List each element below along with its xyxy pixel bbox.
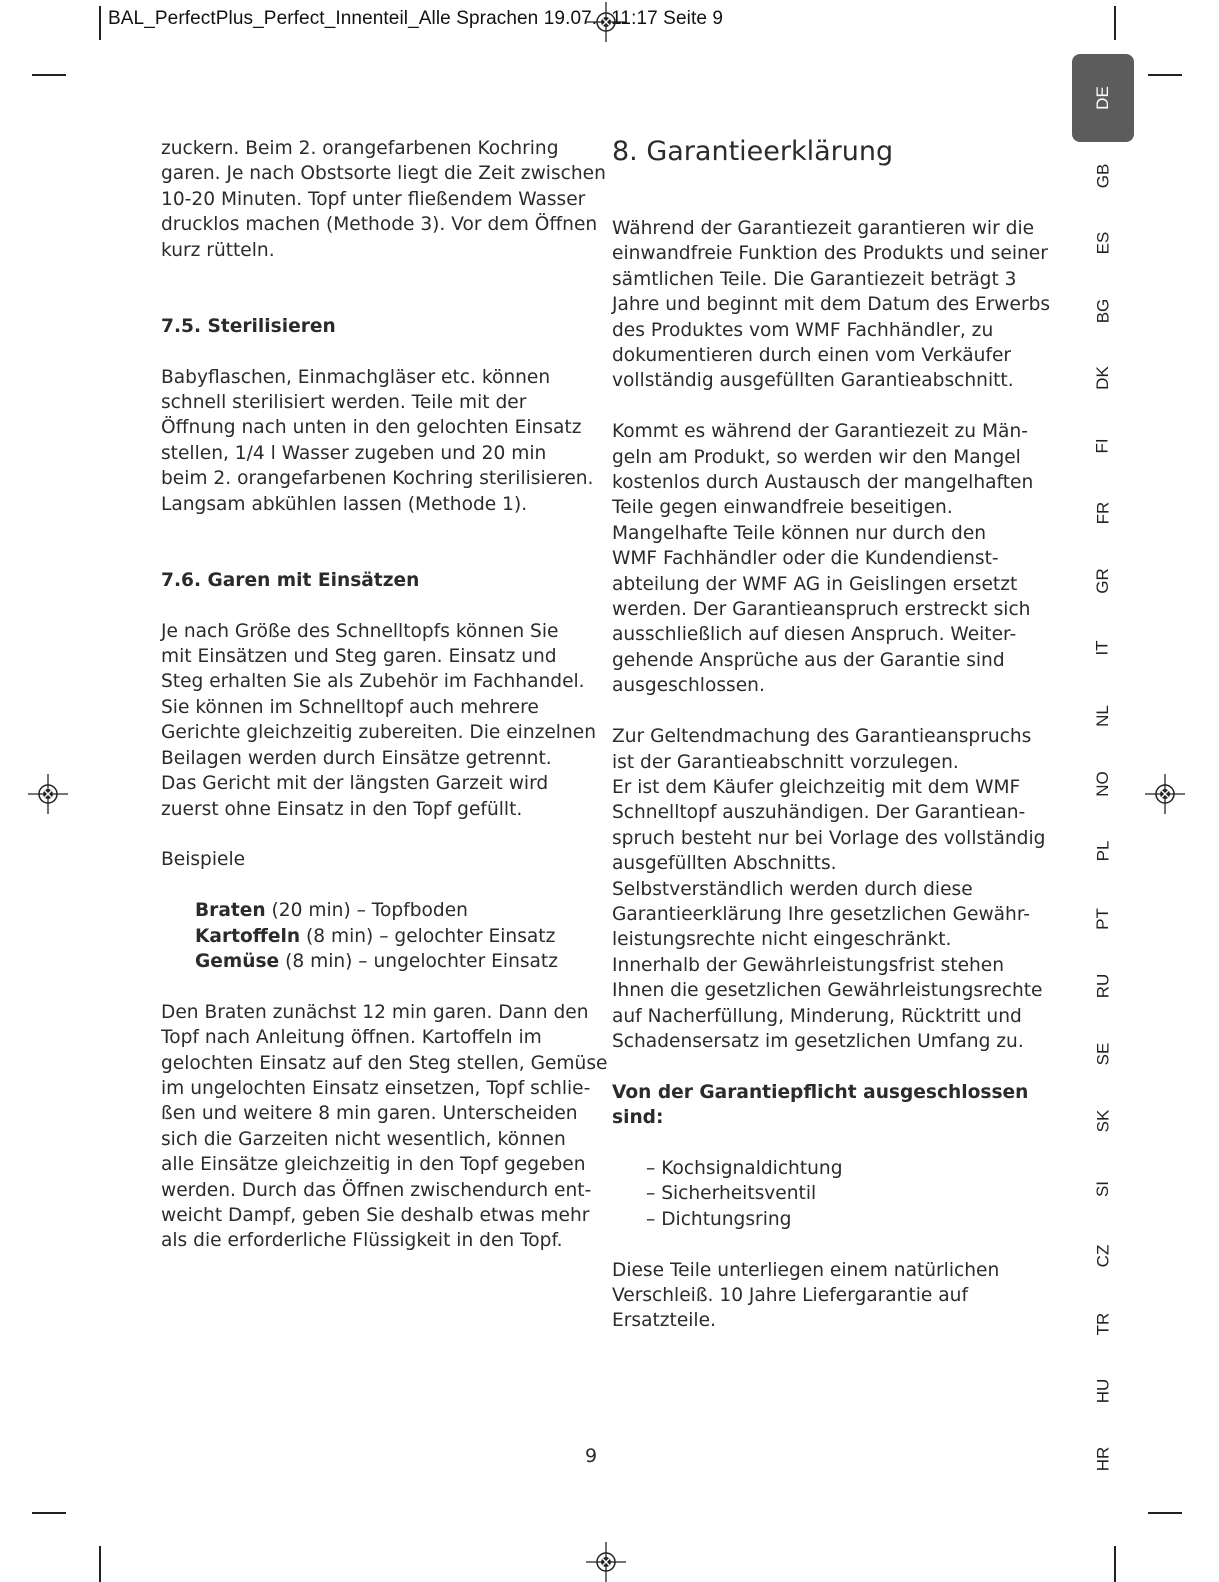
- slug-left: BAL_PerfectPlus_Perfect_Innenteil_Alle Sprachen 19.07.: [108, 8, 598, 29]
- tab-se[interactable]: SE: [1093, 1042, 1112, 1066]
- garantie-paragraph-2: Kommt es während der Garantiezeit zu Män- geln am Produkt, so werden wir den Mangel kostenlos durch Austausch der mangelhaften Teile gegen einwandfreie beseitigen. Mangelhafte Teile können nur durch den WMF Fachhändler oder die Kundendienst- abteilung der WMF AG in Geislingen ersetzt werden. Der Garantieanspruch erstreckt sich ausschließlich auf diesen Anspruch. Weiter- gehende Ansprüche aus der Garantie sind ausgeschlossen.: [612, 421, 1034, 697]
- tab-ru[interactable]: RU: [1093, 973, 1112, 999]
- tab-fi[interactable]: FI: [1092, 438, 1112, 454]
- tab-bg[interactable]: BG: [1093, 298, 1112, 324]
- registration-mark-icon: [1145, 774, 1185, 814]
- slug-right: 11:17 Seite 9: [611, 8, 724, 29]
- tab-sk[interactable]: SK: [1093, 1109, 1112, 1133]
- closing-paragraph: Diese Teile unterliegen einem natürlichen Verschleiß. 10 Jahre Liefergarantie auf Ersatzteile.: [612, 1259, 1000, 1332]
- procedure-paragraph: Den Braten zunächst 12 min garen. Dann den Topf nach Anleitung öffnen. Kartoffeln im gelochten Einsatz auf den Steg stellen, Gemüse im ungelochten Einsatz einsetzen, Topf schlie- ßen und weitere 8 min garen. Unterscheiden sich die Garzeiten nicht wesentlich, können alle Einsätze gleichzeitig in den Topf gegeben werden. Durch das Öffnen zwischendurch ent- weicht Dampf, geben Sie deshalb etwas mehr als die erforderliche Flüssigkeit in den Topf.: [161, 1001, 608, 1252]
- sterilisieren-paragraph: Babyflaschen, Einmachgläser etc. können schnell sterilisiert werden. Teile mit der Öffnung nach unten in den gelochten Einsatz stellen, 1/4 l Wasser zugeben und 20 min beim 2. orangefarbenen Kochring sterilisieren. Langsam abkühlen lassen (Methode 1).: [161, 366, 594, 515]
- tab-de[interactable]: DE: [1072, 54, 1134, 142]
- tab-si[interactable]: SI: [1093, 1180, 1112, 1198]
- tab-fr[interactable]: FR: [1092, 501, 1112, 525]
- tab-es[interactable]: ES: [1093, 231, 1112, 255]
- list-item: – Kochsignaldichtung: [646, 1157, 843, 1179]
- tab-gr[interactable]: GR: [1093, 568, 1112, 594]
- example-item: Braten (20 min) – Topfboden: [195, 900, 468, 922]
- example-item: Kartoffeln (8 min) – gelochter Einsatz: [195, 925, 556, 947]
- registration-mark-icon: [586, 1542, 626, 1582]
- excluded-heading: Von der Garantiepflicht ausgeschlossen sind:: [612, 1081, 1029, 1129]
- tab-gb[interactable]: GB: [1093, 163, 1112, 189]
- tab-nl[interactable]: NL: [1092, 705, 1112, 727]
- print-slug: [108, 8, 723, 30]
- crop-mark: [32, 1512, 66, 1514]
- tab-it[interactable]: IT: [1092, 640, 1112, 656]
- list-item: – Sicherheitsventil: [646, 1183, 817, 1205]
- crop-mark: [32, 74, 66, 76]
- section-title-garantie: 8. Garantieerklärung: [612, 136, 894, 167]
- crop-mark: [99, 6, 101, 40]
- registration-mark-icon: [28, 774, 68, 814]
- examples-list: [161, 898, 591, 974]
- crop-mark: [1114, 1546, 1116, 1582]
- crop-mark: [1148, 74, 1182, 76]
- section-heading-garen-mit-einsaetzen: 7.6. Garen mit Einsätzen: [161, 569, 420, 591]
- garantie-paragraph-1: Während der Garantiezeit garantieren wir die einwandfreie Funktion des Produkts und seiner sämtlichen Teile. Die Garantiezeit beträgt 3 Jahre und beginnt mit dem Datum des Erwerbs des Produktes vom WMF Fachhändler, zu dokumentieren durch einen vom Verkäufer vollständig ausgefüllten Garantieabschnitt.: [612, 218, 1051, 392]
- tab-hu[interactable]: HU: [1093, 1378, 1112, 1404]
- garantie-paragraph-3: Zur Geltendmachung des Garantieanspruchs ist der Garantieabschnitt vorzulegen. Er ist dem Käufer gleichzeitig mit dem WMF Schnelltopf auszuhändigen. Der Garantiean- spruch besteht nur bei Vorlage des vollständig ausgefüllten Abschnitts. Selbstverständlich werden durch diese Garantieerklärung Ihre gesetzlichen Gewähr- leistungsrechte nicht eingeschränkt. Innerhalb der Gewährleistungsfrist stehen Ihnen die gesetzlichen Gewährleistungsrechte auf Nacherfüllung, Minderung, Rücktritt und Schadensersatz im gesetzlichen Umfang zu.: [612, 726, 1046, 1052]
- example-item: Gemüse (8 min) – ungelochter Einsatz: [195, 950, 558, 972]
- tab-cz[interactable]: CZ: [1092, 1244, 1112, 1268]
- crop-mark: [99, 1546, 101, 1582]
- left-column: [161, 136, 608, 1254]
- section-heading-sterilisieren: 7.5. Sterilisieren: [161, 315, 336, 337]
- page-number: 9: [585, 1445, 598, 1467]
- tab-pt[interactable]: PT: [1092, 908, 1112, 930]
- excluded-list: [612, 1156, 1032, 1232]
- tab-tr[interactable]: TR: [1092, 1312, 1112, 1336]
- tab-hr[interactable]: HR: [1093, 1446, 1112, 1472]
- tab-dk[interactable]: DK: [1093, 366, 1112, 390]
- registration-mark-icon: [586, 2, 626, 42]
- intro-paragraph: zuckern. Beim 2. orangefarbenen Kochring garen. Je nach Obstsorte liegt die Zeit zwischen 10-20 Minuten. Topf unter fließendem Wasser drucklos machen (Methode 3). Vor dem Öffnen kurz rütteln.: [161, 138, 606, 261]
- crop-mark: [1148, 1512, 1182, 1514]
- crop-mark: [1114, 6, 1116, 40]
- list-item: – Dichtungsring: [646, 1208, 792, 1230]
- einsaetze-paragraph: Je nach Größe des Schnelltopfs können Sie mit Einsätzen und Steg garen. Einsatz und Steg erhalten Sie als Zubehör im Fachhandel. Sie können im Schnelltopf auch mehrere Gerichte gleichzeitig zubereiten. Die einzelnen Beilagen werden durch Einsätze getrennt. Das Gericht mit der längsten Garzeit wird zuerst ohne Einsatz in den Topf gefüllt.: [161, 620, 596, 820]
- tab-no[interactable]: NO: [1093, 771, 1112, 797]
- right-column: [612, 136, 1051, 1334]
- tab-pl[interactable]: PL: [1092, 840, 1112, 862]
- examples-label: Beispiele: [161, 849, 246, 871]
